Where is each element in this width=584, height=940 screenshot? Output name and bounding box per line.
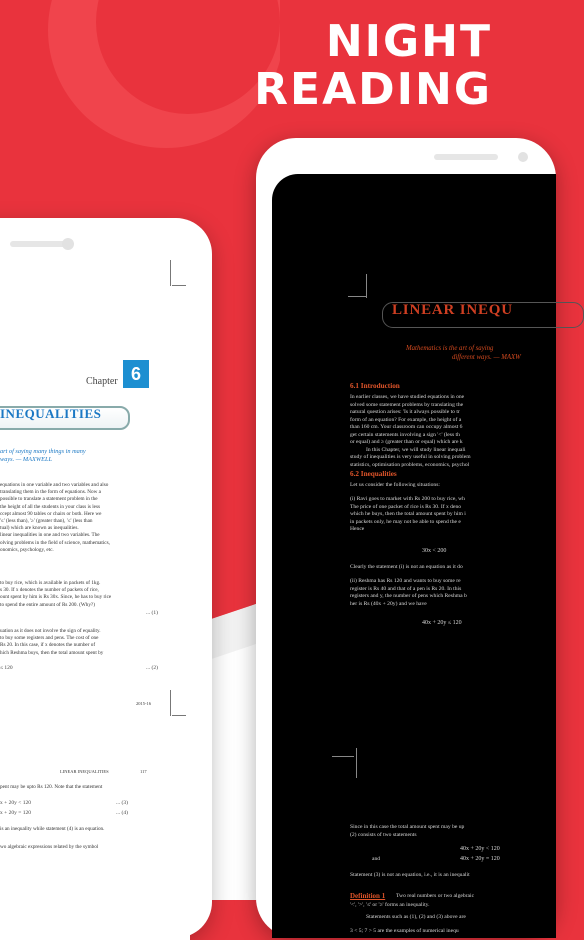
crop-mark	[366, 274, 367, 298]
chapter-label: Chapter	[86, 376, 118, 387]
crop-mark	[172, 715, 186, 716]
page-reference: 2015-16	[136, 701, 151, 706]
crop-mark	[348, 296, 366, 297]
text-line: ount spent by him is Rs 30x. Since, he has to buy rice	[0, 594, 112, 601]
text-line: Since in this case the total amount spent may be up	[350, 824, 465, 830]
phone-day-mode	[0, 218, 212, 938]
text-line: equations in one variable and two variables and also	[0, 482, 109, 488]
equation: x + 20y < 120	[0, 800, 31, 806]
paragraph	[350, 578, 467, 608]
text-line: study of inequalities is very useful in solving problem	[350, 454, 471, 460]
chapter-quote	[0, 448, 86, 464]
equation: x + 20y = 120	[0, 810, 31, 816]
crop-mark	[332, 756, 354, 757]
crop-mark	[172, 285, 186, 286]
text-line: in packets only, he may not be able to spend the e	[350, 518, 461, 525]
phone-camera	[62, 238, 74, 250]
text-line: Statement (3) is not an equation, i.e., it is an inequalit	[350, 872, 470, 878]
day-page[interactable]	[0, 260, 190, 940]
phone-night-mode	[256, 138, 556, 938]
text-line: the height of all the students in your class is less	[0, 503, 100, 510]
quote-line: Mathematics is the art of saying	[406, 345, 494, 352]
text-line: In this Chapter, we will study linear inequali	[366, 446, 466, 453]
text-line: which he buys, then the total amount spent by him i	[350, 511, 466, 517]
phone-camera	[518, 152, 528, 162]
text-line: Rs 20. In this case, if x denotes the number of	[0, 642, 96, 649]
text-line: register is Rs 40 and that of a pen is Rs 20. In this	[350, 585, 462, 592]
text-line: s 30. If x denotes the number of packets of rice,	[0, 587, 99, 594]
paragraph	[0, 628, 103, 657]
text-line: ccept almost 90 tables or chairs or both. Here we	[0, 510, 102, 517]
equation: ≤ 120	[0, 665, 13, 671]
headline	[254, 18, 492, 114]
equation: 40x + 20y ≤ 120	[422, 620, 462, 626]
text-line: than 160 cm. Your classroom can occupy almost 6	[350, 424, 463, 430]
text-line: Let us consider the following situations:	[350, 482, 440, 488]
text-line: Statements such as (1), (2) and (3) above are	[366, 914, 466, 920]
text-line: uation as it does not involve the sign of equality.	[0, 628, 101, 634]
equation-number: ... (4)	[116, 810, 128, 816]
chapter-quote	[406, 344, 521, 362]
text-line: linear inequalities in one and two variables. The	[0, 532, 100, 539]
text-line: 3 < 5; 7 > 5 are the examples of numerical inequ	[350, 928, 459, 934]
text-line: (ii) Reshma has Rs 120 and wants to buy some re	[350, 578, 461, 584]
text-line: hich Reshma buys, then the total amount spent by	[0, 649, 104, 656]
text-line: The price of one packet of rice is Rs 30. If x deno	[350, 503, 462, 510]
text-line: '≤' (less than), '≥' (greater than), '≤' (less than	[0, 518, 93, 525]
paragraph	[350, 496, 466, 534]
running-footer: LINEAR INEQUALITIES	[60, 769, 109, 774]
equation: 40x + 20y = 120	[460, 856, 500, 862]
equation-number: ... (2)	[146, 665, 158, 671]
text-line: to buy some registers and pens. The cost of one	[0, 635, 99, 642]
equation-number: ... (3)	[116, 800, 128, 806]
text-line: to spend the entire amount of Rs 200. (Why?)	[0, 601, 95, 608]
phone-speaker	[434, 154, 498, 160]
section-heading: 6.2 Inequalities	[350, 470, 397, 478]
quote-line: art of saying many things in many	[0, 448, 86, 455]
text-line: form of an equation? For example, the height of a	[350, 416, 462, 423]
text-line: olving problems in the field of science, mathematics,	[0, 539, 110, 546]
equation-number: ... (1)	[146, 610, 158, 616]
text-line: solved some statement problems by translating the	[350, 401, 464, 408]
paragraph	[350, 824, 464, 839]
headline-line-1: NIGHT	[325, 16, 492, 67]
text-line: '<', '>', '≤' or '≥' forms an inequality.	[350, 902, 430, 908]
equation: 30x < 200	[422, 548, 447, 554]
crop-mark	[356, 748, 357, 778]
footer-page-number: 117	[140, 769, 147, 774]
text-line: is an inequality while statement (4) is an equation.	[0, 826, 105, 832]
text-line: get certain statements involving a sign '<' (less th	[350, 431, 460, 438]
text-line: onomics, psychology, etc.	[0, 546, 54, 553]
chapter-title: INEQUALITIES	[0, 406, 102, 421]
text-line: registers and y, the number of pens which Reshma b	[350, 593, 467, 599]
paragraph	[350, 394, 471, 469]
text-line: In earlier classes, we have studied equations in one	[350, 394, 465, 400]
paragraph	[0, 482, 110, 554]
text-line: pent may be upto Rs 120. Note that the statement	[0, 784, 103, 790]
moon-icon	[0, 0, 280, 160]
headline-line-2: READING	[254, 64, 492, 115]
night-page[interactable]	[272, 174, 556, 938]
text-line: (i) Ravi goes to market with Rs 200 to buy rice, wh	[350, 496, 465, 502]
phone-speaker	[10, 241, 70, 247]
paragraph	[0, 580, 111, 609]
section-heading: 6.1 Introduction	[350, 382, 400, 390]
text-line: translating them in the form of equations. Now a	[0, 489, 101, 496]
text-line: (2) consists of two statements	[350, 831, 417, 838]
text-line: or equal) and ≥ (greater than or equal) which are k	[350, 439, 463, 445]
and-label: and	[372, 856, 381, 862]
text-line: statistics, optimisation problems, economics, psychol	[350, 461, 470, 468]
text-line: tual) which are known as inequalities.	[0, 525, 79, 532]
text-line: Two real numbers or two algebraic	[396, 893, 475, 899]
quote-line: ways. — MAXWELL	[0, 456, 52, 463]
text-line: to buy rice, which is available in packets of 1kg.	[0, 580, 101, 586]
chapter-number: 6	[123, 360, 149, 388]
quote-line: different ways. — MAXW	[452, 354, 521, 361]
text-line: natural question arises: 'Is it always possible to tr	[350, 409, 460, 415]
text-line: Clearly the statement (i) is not an equation as it do	[350, 564, 463, 570]
crop-mark	[170, 690, 171, 716]
text-line: her is Rs (40x + 20y) and we have	[350, 600, 427, 607]
definition-label: Definition 1	[350, 892, 386, 900]
crop-mark	[170, 260, 171, 286]
equation: 40x + 20y < 120	[460, 846, 500, 852]
text-line: Hence	[350, 526, 365, 532]
text-line: wo algebraic expressions related by the symbol	[0, 844, 99, 850]
chapter-title: LINEAR INEQU	[392, 302, 513, 318]
text-line: possible to translate a statement problem in the	[0, 496, 98, 503]
